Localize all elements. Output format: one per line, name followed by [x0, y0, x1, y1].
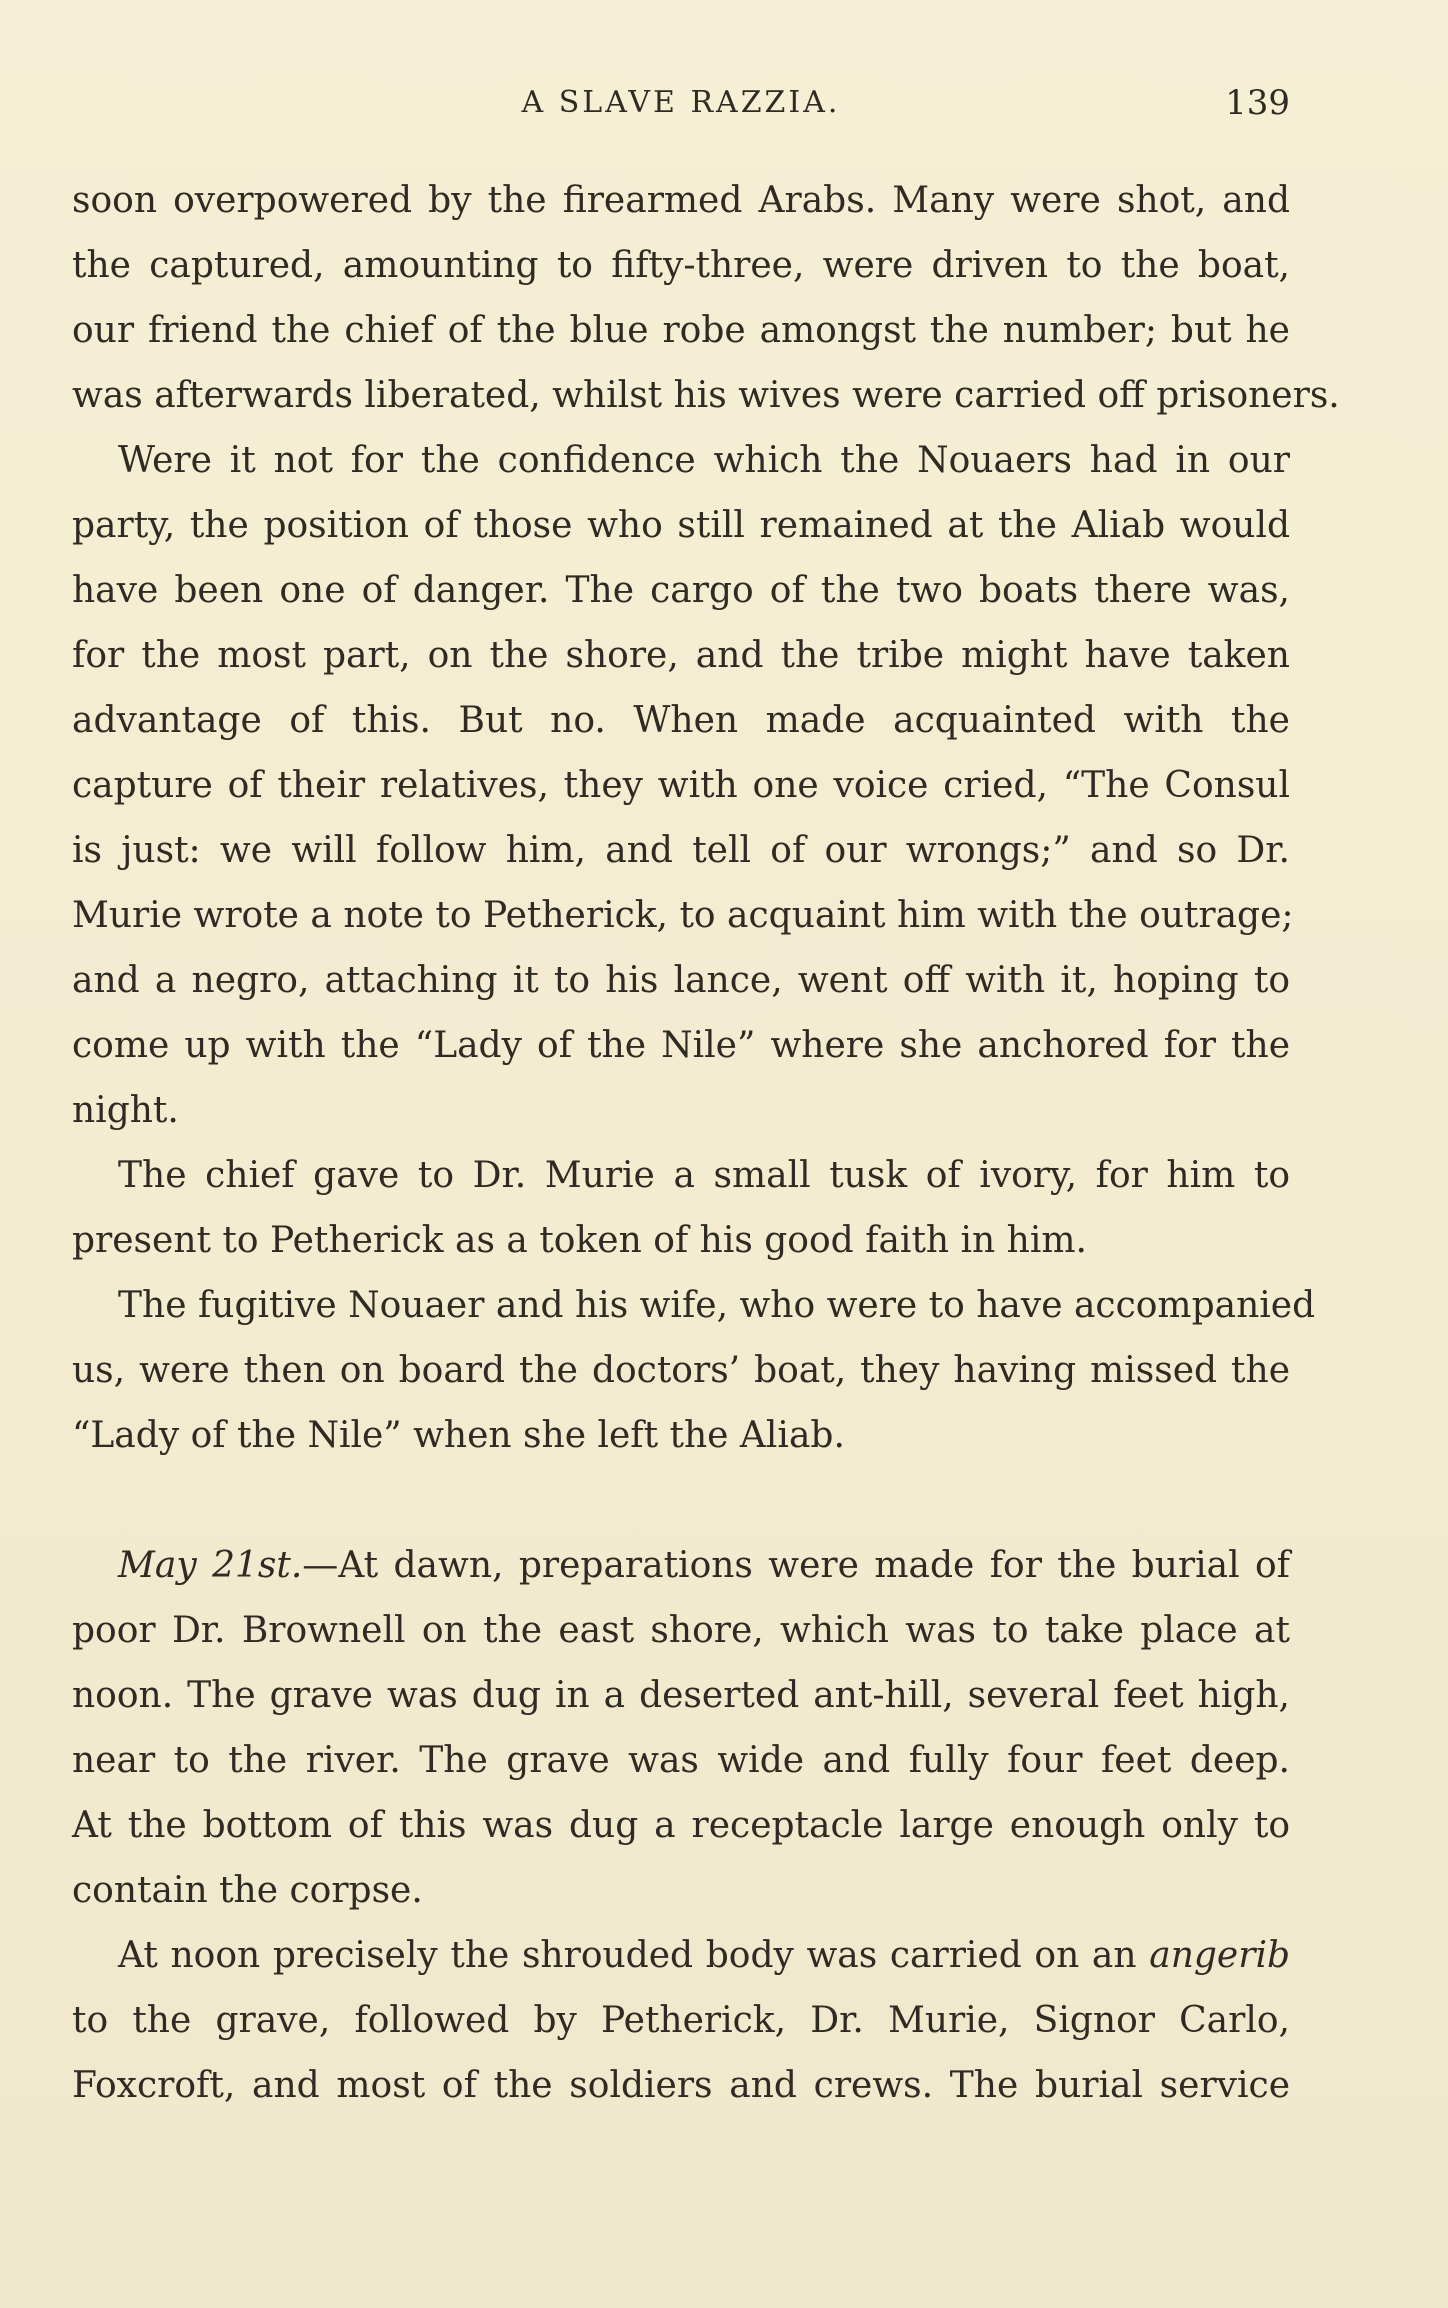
text-line: Foxcroft, and most of the soldiers and crews. The burial service — [72, 2065, 1290, 2106]
text-line: noon. The grave was dug in a deserted ant-hill, several feet high, — [72, 1675, 1290, 1716]
text-line: is just: we will follow him, and tell of our wrongs;” and so Dr. — [72, 830, 1290, 871]
text-line: us, were then on board the doctors’ boat, they having missed the — [72, 1350, 1290, 1391]
italic-term: angerib — [1149, 1935, 1290, 1976]
text-line: contain the corpse. — [72, 1870, 423, 1911]
text-line: near to the river. The grave was wide and fully four feet deep. — [72, 1740, 1290, 1781]
text-line: “Lady of the Nile” when she left the Aliab. — [72, 1415, 845, 1456]
text-line: for the most part, on the shore, and the tribe might have taken — [72, 635, 1290, 676]
text-line: our friend the chief of the blue robe amongst the number; but he — [72, 310, 1290, 351]
body-text — [72, 168, 1340, 2118]
text-line: to the grave, followed by Petherick, Dr. Murie, Signor Carlo, — [72, 2000, 1290, 2041]
text-line — [72, 1533, 1290, 1598]
text-line: present to Petherick as a token of his good faith in him. — [72, 1220, 1087, 1261]
text-line: capture of their relatives, they with one voice cried, “The Consul — [72, 765, 1290, 806]
text-line: the captured, amounting to fifty-three, were driven to the boat, — [72, 245, 1290, 286]
page-header — [72, 78, 1290, 128]
text-fragment: —At dawn, preparations were made for the burial of — [302, 1545, 1290, 1586]
text-line: Murie wrote a note to Petherick, to acquaint him with the outrage; — [72, 895, 1294, 936]
section-gap — [72, 1468, 1290, 1533]
text-line: At the bottom of this was dug a receptacle large enough only to — [72, 1805, 1290, 1846]
entry-date: May 21st. — [118, 1545, 303, 1586]
text-line: come up with the “Lady of the Nile” where she anchored for the — [72, 1025, 1290, 1066]
text-line — [72, 1923, 1290, 1988]
text-line: soon overpowered by the firearmed Arabs. Many were shot, and — [72, 180, 1290, 221]
text-line: night. — [72, 1090, 179, 1131]
text-line: The chief gave to Dr. Murie a small tusk of ivory, for him to — [118, 1155, 1290, 1196]
text-line: and a negro, attaching it to his lance, went off with it, hoping to — [72, 960, 1290, 1001]
text-line: poor Dr. Brownell on the east shore, which was to take place at — [72, 1610, 1290, 1651]
text-line: party, the position of those who still remained at the Aliab would — [72, 505, 1290, 546]
text-line: have been one of danger. The cargo of the two boats there was, — [72, 570, 1290, 611]
text-line: was afterwards liberated, whilst his wives were carried off prisoners. — [72, 375, 1340, 416]
running-title: A SLAVE RAZZIA. — [521, 85, 841, 120]
text-line: The fugitive Nouaer and his wife, who were to have accompanied — [118, 1285, 1316, 1326]
text-line: Were it not for the confidence which the Nouaers had in our — [118, 440, 1290, 481]
page-number: 139 — [1225, 83, 1290, 123]
text-line: advantage of this. But no. When made acquainted with the — [72, 700, 1290, 741]
text-fragment: At noon precisely the shrouded body was carried on an — [118, 1935, 1137, 1976]
